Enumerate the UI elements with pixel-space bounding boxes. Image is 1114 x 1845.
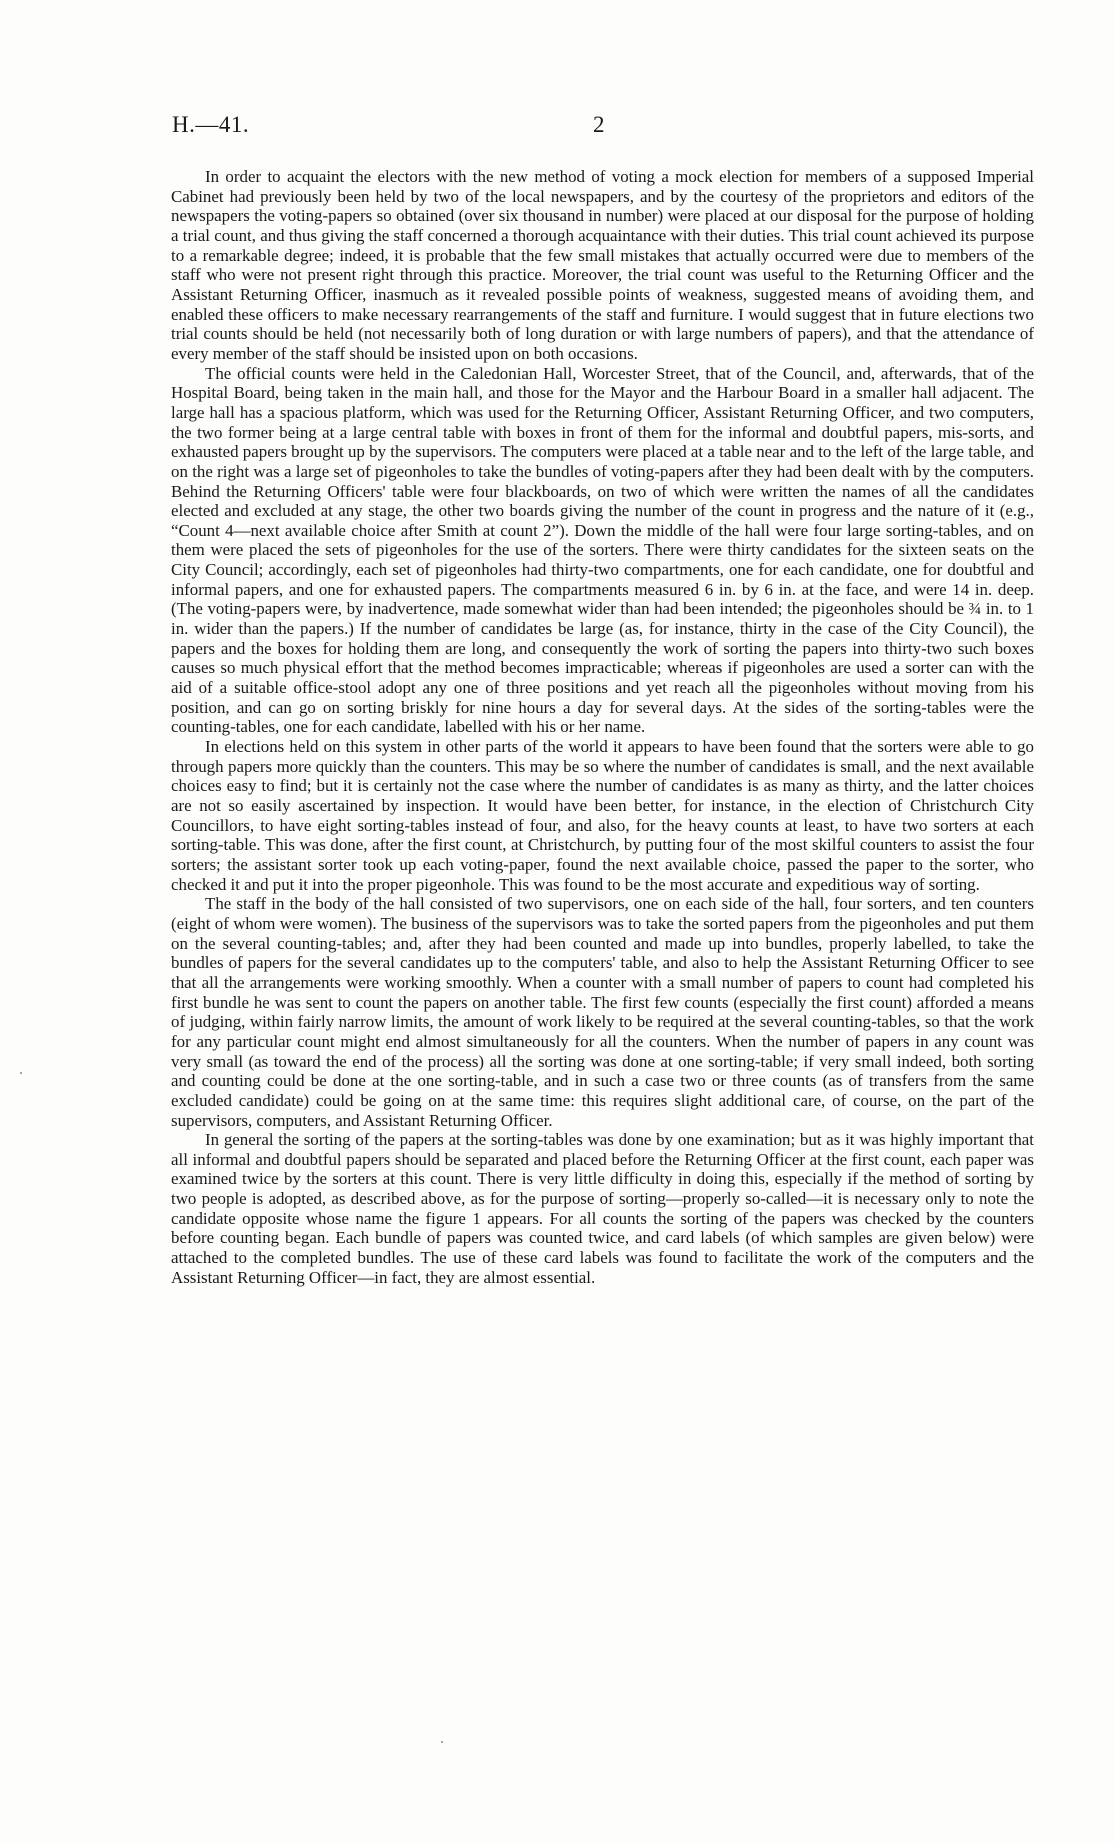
- scan-speck: [441, 1741, 443, 1743]
- paragraph-official-counts: The official counts were held in the Caledonian Hall, Worcester Street, that of the Council, and, afterwards, that of the Hospital Board, being taken in the main hall, and those for the Mayor and the Harbour Board in a smaller hall adjacent. The large hall has a spacious platform, which was used for the Returning Officer, Assistant Returning Officer, and two computers, the two former being at a large central table with boxes in front of them for the informal and doubtful papers, mis-sorts, and exhausted papers brought up by the supervisors. The computers were placed at a table near and to the left of the large table, and on the right was a large set of pigeonholes to take the bundles of voting-papers after they had been dealt with by the computers. Behind the Returning Officers' table were four blackboards, on two of which were written the names of all the candidates elected and excluded at any stage, the other two boards giving the number of the count in progress and the nature of it (e.g., “Count 4—next available choice after Smith at count 2”). Down the middle of the hall were four large sorting-tables, and on them were placed the sets of pigeonholes for the use of the sorters. There were thirty candidates for the sixteen seats on the City Council; accordingly, each set of pigeonholes had thirty-two compartments, one for each candidate, one for doubtful and informal papers, and one for exhausted papers. The compartments measured 6 in. by 6 in. at the face, and were 14 in. deep. (The voting-papers were, by inadvertence, made somewhat wider than had been intended; the pigeonholes should be ¾ in. to 1 in. wider than the papers.) If the number of candidates be large (as, for instance, thirty in the case of the City Council), the papers and the boxes for holding them are long, and consequently the work of sorting the papers into thirty-two such boxes causes so much physical effort that the method becomes impracticable; whereas if pigeonholes are used a sorter can with the aid of a suitable office-stool adopt any one of three positions and yet reach all the pigeonholes without moving from his position, and can go on sorting briskly for nine hours a day for several days. At the sides of the sorting-tables were the counting-tables, one for each candidate, labelled with his or her name.: [171, 363, 1034, 737]
- body-text: [171, 167, 1034, 1287]
- paragraph-sorting-method: In general the sorting of the papers at the sorting-tables was done by one examination; but as it was highly important that all informal and doubtful papers should be separated and placed before the Returning Officer at the first count, each paper was examined twice by the sorters at this count. There is very little difficulty in doing this, especially if the method of sorting by two people is adopted, as described above, as for the purpose of sorting—properly so-called—it is necessary only to note the candidate opposite whose name the figure 1 appears. For all counts the sorting of the papers was checked by the counters before counting began. Each bundle of papers was counted twice, and card labels (of which samples are given below) were attached to the completed bundles. The use of these card labels was found to facilitate the work of the computers and the Assistant Returning Officer—in fact, they are almost essential.: [171, 1130, 1034, 1287]
- paragraph-trial-count: In order to acquaint the electors with the new method of voting a mock election for members of a supposed Imperial Cabinet had previously been held by two of the local newspapers, and by the courtesy of the proprietors and editors of the newspapers the voting-papers so obtained (over six thousand in number) were placed at our disposal for the purpose of holding a trial count, and thus giving the staff concerned a thorough acquaintance with their duties. This trial count achieved its purpose to a remarkable degree; indeed, it is probable that the few small mistakes that actually occurred were due to members of the staff who were not present right through this practice. Moreover, the trial count was useful to the Returning Officer and the Assistant Returning Officer, inasmuch as it revealed possible points of weakness, suggested means of avoiding them, and enabled these officers to make necessary rearrangements of the staff and furniture. I would suggest that in future elections two trial counts should be held (not necessarily both of long duration or with large numbers of papers), and that the attendance of every member of the staff should be insisted upon on both occasions.: [171, 167, 1034, 363]
- scan-speck: [20, 1072, 22, 1074]
- page-number: 2: [593, 112, 605, 137]
- document-reference: H.—41.: [172, 112, 250, 137]
- paragraph-sorters-counters: In elections held on this system in other parts of the world it appears to have been found that the sorters were able to go through papers more quickly than the counters. This may be so where the number of candidates is small, and the next available choices easy to find; but it is certainly not the case where the number of candidates is as many as thirty, and the latter choices are not so easily ascertained by inspection. It would have been better, for instance, in the election of Christchurch City Councillors, to have eight sorting-tables instead of four, and also, for the heavy counts at least, to have two sorters at each sorting-table. This was done, after the first count, at Christchurch, by putting four of the most skilful counters to assist the four sorters; the assistant sorter took up each voting-paper, found the next available choice, passed the paper to the sorter, who checked it and put it into the proper pigeonhole. This was found to be the most accurate and expeditious way of sorting.: [171, 737, 1034, 894]
- paragraph-staff: The staff in the body of the hall consisted of two supervisors, one on each side of the hall, four sorters, and ten counters (eight of whom were women). The business of the supervisors was to take the sorted papers from the pigeonholes and put them on the several counting-tables; and, after they had been counted and made up into bundles, properly labelled, to take the bundles of papers for the several candidates up to the computers' table, and also to help the Assistant Returning Officer to see that all the arrangements were working smoothly. When a counter with a small number of papers to count had completed his first bundle he was sent to count the papers on another table. The first few counts (especially the first count) afforded a means of judging, within fairly narrow limits, the amount of work likely to be required at the several counting-tables, so that the work for any particular count might end almost simultaneously for all the counters. When the number of papers in any count was very small (as toward the end of the process) all the sorting was done at one sorting-table; if very small indeed, both sorting and counting could be done at the one sorting-table, and in such a case two or three counts (as of transfers from the same excluded candidate) could be going on at the same time: this requires slight additional care, of course, on the part of the supervisors, computers, and Assistant Returning Officer.: [171, 894, 1034, 1130]
